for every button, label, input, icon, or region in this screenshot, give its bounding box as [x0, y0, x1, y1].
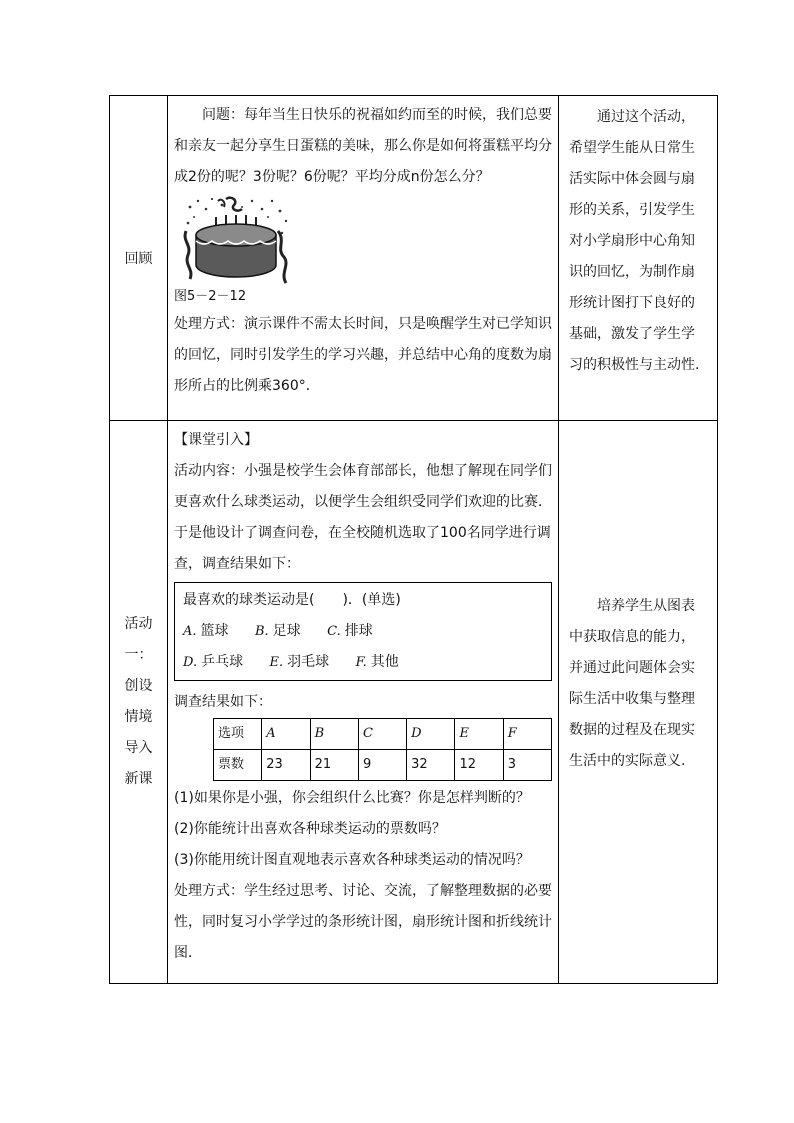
results-header-label: 选项 [214, 719, 262, 750]
survey-option: E. 羽毛球 [269, 654, 330, 670]
survey-question: 最喜欢的球类运动是( )．(单选) [183, 592, 401, 608]
result-label: 调查结果如下： [174, 694, 272, 710]
results-option-cell: F [503, 719, 551, 750]
results-votes-row [214, 750, 552, 781]
survey-option: C. 排球 [327, 623, 373, 639]
results-header-row [214, 719, 552, 750]
survey-options-line [183, 647, 543, 678]
activity-label-cell [110, 421, 168, 984]
review-label: 回顾 [124, 251, 153, 267]
activity-label-line: 导入 [124, 740, 153, 756]
results-vote-cell: 32 [407, 750, 455, 781]
survey-options-line [183, 616, 543, 647]
activity-label-line: 新课 [124, 771, 153, 787]
activity-aim-cell [559, 421, 718, 984]
lesson-plan-table [109, 95, 718, 984]
figure-caption: 图5－2－12 [174, 289, 247, 304]
activity-method: 处理方式：学生经过思考、讨论、交流，了解整理数据的必要性，同时复习小学学过的条形统计图，扇形统计图和折线统计图． [174, 883, 552, 961]
results-option-cell: B [310, 719, 358, 750]
survey-option: F. 其他 [355, 654, 399, 670]
review-content-cell [168, 96, 559, 421]
results-option-cell: C [358, 719, 406, 750]
review-method: 处理方式：演示课件不需太长时间，只是唤醒学生对已学知识的回忆，同时引发学生的学习兴趣，并总结中心角的度数为扇形所占的比例乘360°． [174, 316, 552, 394]
activity-label-line: 创设 [124, 678, 153, 694]
section-heading: 【课堂引入】 [174, 432, 258, 448]
review-aim: 通过这个活动，希望学生能从日常生活实际中体会圆与扇形的关系，引发学生对小学扇形中心角知识的回忆，为制作扇形统计图打下良好的基础，激发了学生学习的积极性与主动性. [569, 109, 700, 373]
birthday-cake-image [182, 195, 292, 287]
activity-row [110, 421, 718, 984]
activity-content-cell [168, 421, 559, 984]
results-vote-cell: 3 [503, 750, 551, 781]
review-aim-cell [559, 96, 718, 421]
survey-question-box [174, 582, 552, 681]
review-question: 问题：每年当生日快乐的祝福如约而至的时候，我们总要和亲友一起分享生日蛋糕的美味，那么你是如何将蛋糕平均分成2份的呢？3份呢？6份呢？平均分成n份怎么分？ [174, 107, 552, 185]
results-row-label: 票数 [214, 750, 262, 781]
results-option-cell: E [455, 719, 503, 750]
survey-option: A. 篮球 [183, 623, 229, 639]
question-item: (1)如果你是小强，你会组织什么比赛？你是怎样判断的？ [174, 790, 530, 806]
results-vote-cell: 9 [358, 750, 406, 781]
survey-option: B. 足球 [254, 623, 301, 639]
results-vote-cell: 23 [262, 750, 310, 781]
activity-aim: 培养学生从图表中获取信息的能力，并通过此问题体会实际生活中收集与整理数据的过程及在现实生活中的实际意义. [569, 598, 695, 769]
activity-description: 活动内容：小强是校学生会体育部部长，他想了解现在同学们更喜欢什么球类运动，以便学生会组织受同学们欢迎的比赛．于是他设计了调查问卷，在全校随机选取了100名同学进行调查，调查结果如下： [174, 463, 552, 572]
survey-results-table [213, 718, 552, 781]
activity-label-line: 活动 [124, 616, 153, 632]
review-label-cell [110, 96, 168, 421]
activity-label-line: 情境 [124, 709, 153, 725]
activity-label-line: 一： [124, 647, 153, 663]
results-vote-cell: 12 [455, 750, 503, 781]
results-option-cell: A [262, 719, 310, 750]
review-row [110, 96, 718, 421]
results-option-cell: D [407, 719, 455, 750]
question-item: (3)你能用统计图直观地表示喜欢各种球类运动的情况吗？ [174, 852, 530, 868]
question-item: (2)你能统计出喜欢各种球类运动的票数吗？ [174, 821, 446, 837]
survey-option: D. 乒乓球 [183, 654, 244, 670]
results-vote-cell: 21 [310, 750, 358, 781]
